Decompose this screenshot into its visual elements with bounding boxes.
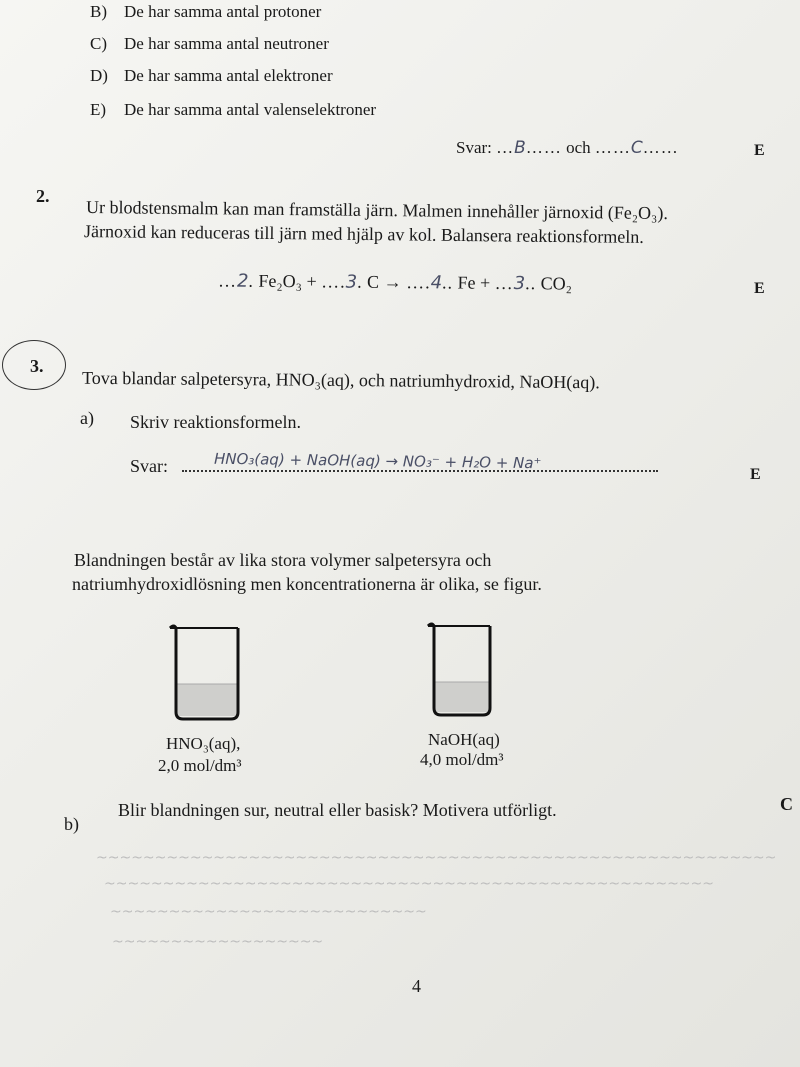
erased-writing-decoration-3: ~~~~~~~~~~~~~~~~~~~~~~~~~~~ (110, 904, 427, 920)
option-b-text: De har samma antal protoner (124, 2, 322, 21)
q2-coef3: 4 (430, 272, 443, 294)
q2-equation: …2. Fe₂O₃ + ….3. C → ….4.. Fe + …3.. CO₂ (217, 270, 573, 295)
q3-intro: Tova blandar salpetersyra, HNO₃(aq), och natriumhydroxid, NaOH(aq). (81, 367, 600, 393)
beaker1-concentration: 2,0 mol/dm³ (158, 756, 242, 775)
q2-line1: Ur blodstensmalm kan man framställa järn. Malmen innehåller järnoxid (Fe₂O₃). (85, 196, 668, 224)
beaker-naoh-icon (424, 620, 500, 722)
q2-term2: C → (367, 271, 402, 293)
q3-number: 3. (30, 356, 44, 376)
q2-term3: Fe + (457, 272, 491, 293)
erased-writing-decoration-4: ~~~~~~~~~~~~~~~~~~ (112, 934, 324, 950)
q3a-label: a) (80, 408, 94, 428)
q2-coef4: 3 (513, 273, 526, 295)
q3a-text: Skriv reaktionsformeln. (130, 412, 301, 432)
option-d-label: D) (90, 66, 108, 85)
option-c (90, 34, 329, 54)
q2-coef2: 3 (345, 271, 358, 293)
q1-answer1: B (514, 138, 526, 158)
option-e-text: De har samma antal valenselektroner (124, 100, 377, 119)
q3a-svar-label: Svar: (130, 456, 168, 476)
q2-term4: CO₂ (540, 273, 573, 294)
q2-line2: Järnoxid kan reduceras till järn med hjälp av kol. Balansera reaktionsformeln. (83, 221, 644, 247)
q2-coef1: 2 (236, 270, 249, 292)
q1-and-word: och (566, 138, 591, 157)
q3b-text: Blir blandningen sur, neutral eller basisk? Motivera utförligt. (118, 800, 557, 820)
beaker2-concentration: 4,0 mol/dm³ (420, 750, 504, 769)
option-e (90, 100, 376, 120)
q3b-grade: C (780, 794, 793, 814)
q3b-label: b) (64, 814, 79, 834)
q2-grade: E (754, 280, 765, 297)
beaker2-name: NaOH(aq) (428, 730, 500, 749)
option-d-text: De har samma antal elektroner (124, 66, 333, 85)
q1-answer-line: Svar: …B…… och ……C…… (456, 138, 679, 158)
option-c-text: De har samma antal neutroner (124, 34, 329, 53)
page-number: 4 (412, 976, 421, 996)
option-c-label: C) (90, 34, 107, 53)
erased-writing-decoration-2: ~~~~~~~~~~~~~~~~~~~~~~~~~~~~~~~~~~~~~~~~~~~~~~~~~~~~ (104, 876, 714, 892)
q3-desc-line1: Blandningen består av lika stora volymer salpetersyra och (74, 550, 492, 570)
option-b-label: B) (90, 2, 107, 21)
option-b (90, 2, 321, 22)
option-d (90, 66, 333, 86)
q3a-handwritten-answer: HNO₃(aq) + NaOH(aq) → NO₃⁻ + H₂O + Na⁺ (213, 449, 542, 473)
erased-writing-decoration: ~~~~~~~~~~~~~~~~~~~~~~~~~~~~~~~~~~~~~~~~~~~~~~~~~~~~~~~~~~ (96, 850, 777, 866)
option-e-label: E) (90, 100, 107, 119)
q2-number: 2. (36, 186, 50, 206)
q2-term1: Fe₂O₃ + (258, 270, 317, 292)
q1-svar-label: Svar: (456, 138, 492, 157)
q1-grade: E (754, 142, 765, 159)
q3-desc-line2: natriumhydroxidlösning men koncentrationerna är olika, se figur. (72, 574, 542, 594)
beaker1-name: HNO₃(aq), (166, 734, 241, 753)
q3a-grade: E (750, 466, 761, 483)
q1-answer2: C (630, 138, 643, 158)
beaker-hno3-icon (166, 622, 248, 724)
